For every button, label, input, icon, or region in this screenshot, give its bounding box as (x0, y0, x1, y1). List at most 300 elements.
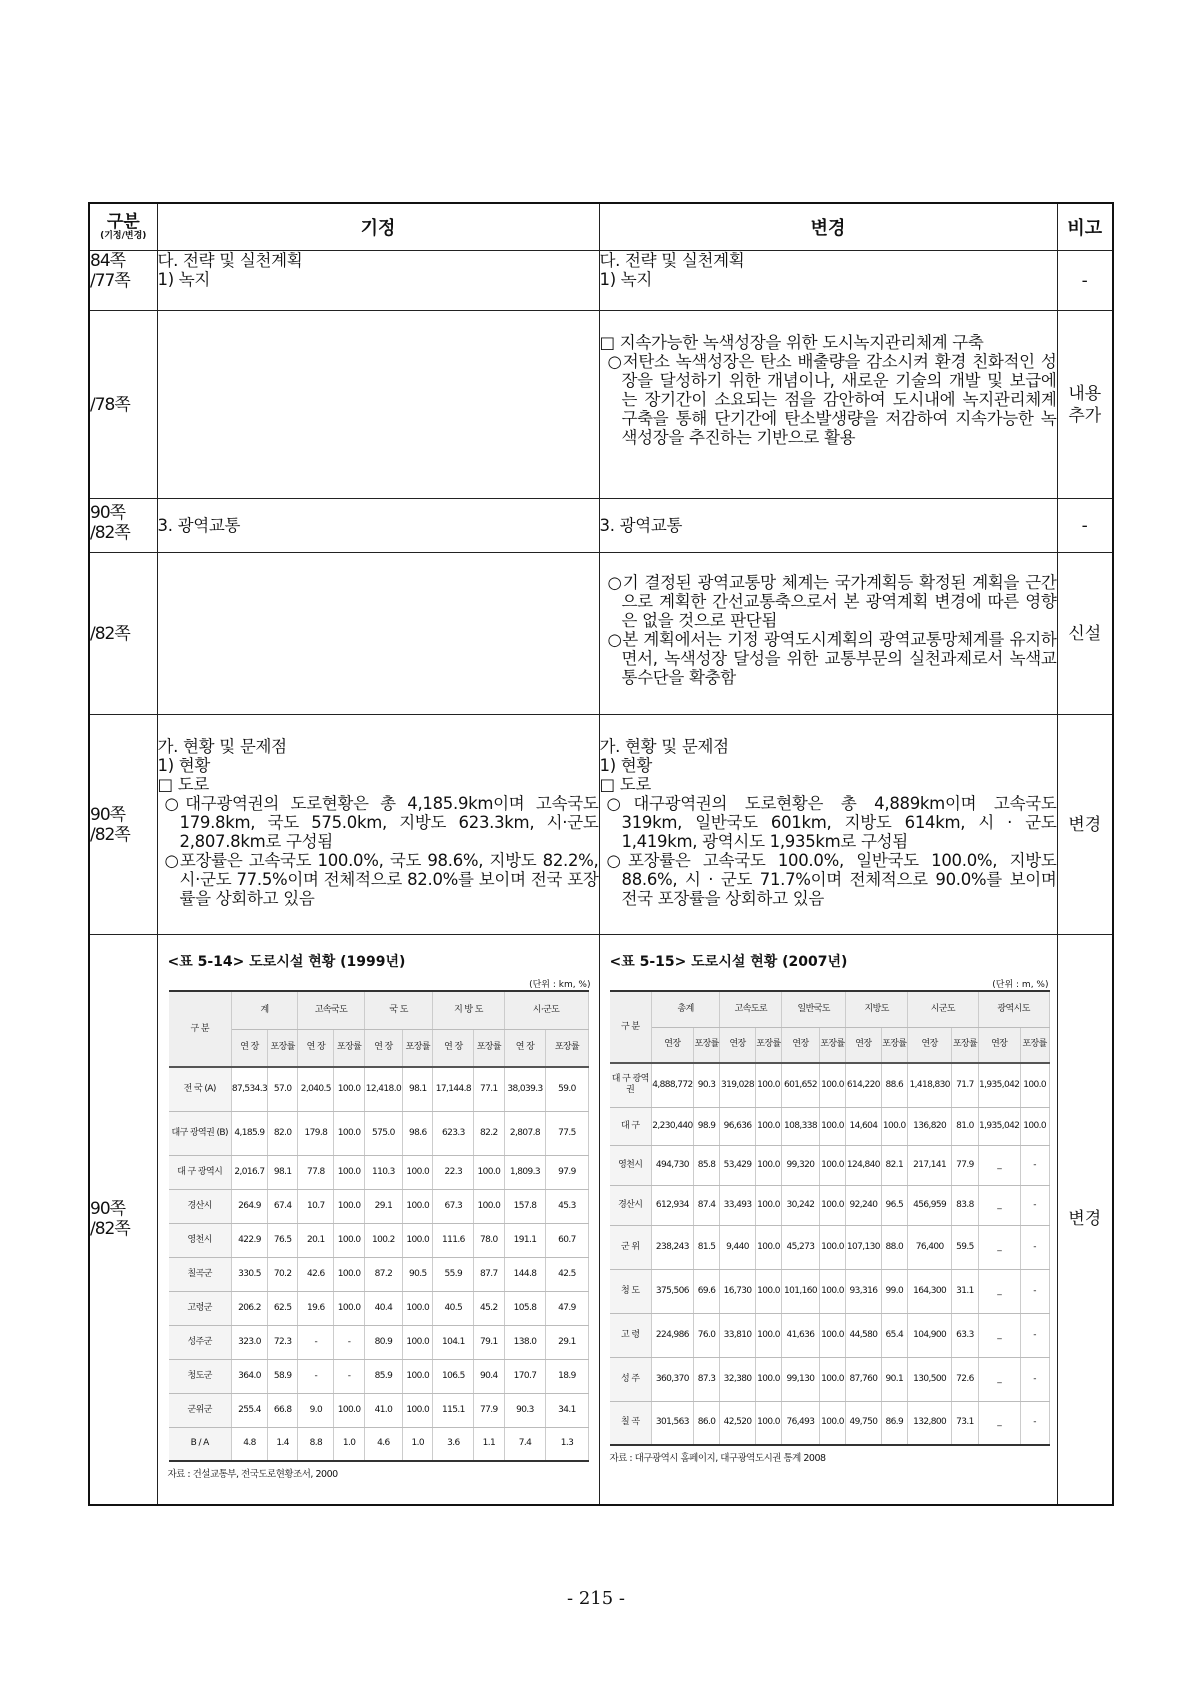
row-label: 성 주 (610, 1357, 652, 1401)
after-cell (599, 935, 1057, 1505)
table-cell: 100.0 (819, 1357, 846, 1401)
table-cell: 1,935,042 (978, 1107, 1020, 1145)
table-cell: 77.8 (298, 1155, 334, 1189)
table-cell: 99,130 (782, 1357, 820, 1401)
table14-source: 자료 : 건설교통부, 전국도로현황조서, 2000 (167, 1469, 338, 1480)
before-cell: 3. 광역교통 (157, 499, 599, 553)
table-cell: 4,185.9 (231, 1111, 267, 1155)
table-cell: 98.6 (403, 1111, 433, 1155)
table-cell: 98.9 (693, 1107, 720, 1145)
table-cell: 82.1 (881, 1145, 908, 1185)
table-cell: 42.6 (298, 1257, 334, 1291)
row-label: 칠 곡 (610, 1401, 652, 1445)
table-cell: 19.6 (298, 1291, 334, 1325)
table14-group: 시·군도 (504, 991, 588, 1029)
table-cell: 87.7 (474, 1257, 504, 1291)
table-cell: 42,520 (720, 1401, 755, 1445)
table-cell: 45.3 (546, 1189, 588, 1223)
table-cell: 98.1 (268, 1155, 298, 1189)
table-row (169, 1291, 589, 1325)
row-label: 청도군 (169, 1359, 232, 1393)
table-cell: 33,810 (720, 1313, 755, 1357)
table-cell: 100.0 (755, 1401, 782, 1445)
note-cell: 신설 (1057, 553, 1113, 715)
table-cell: - (1020, 1357, 1049, 1401)
table-cell: 1.0 (403, 1427, 433, 1461)
table-cell: 85.8 (693, 1145, 720, 1185)
table-cell: 4,888,772 (651, 1063, 693, 1107)
table-cell: 22.3 (433, 1155, 474, 1189)
header-after: 변경 (599, 203, 1057, 251)
table-cell: 63.3 (952, 1313, 979, 1357)
note-cell: 내용 추가 (1057, 311, 1113, 499)
table-cell: 77.1 (474, 1067, 504, 1111)
table-row (169, 1427, 589, 1461)
table-cell: 100.0 (334, 1257, 364, 1291)
table-cell: 614,220 (846, 1063, 881, 1107)
row-label: 대구 광역권 (B) (169, 1111, 232, 1155)
comparison-table (88, 202, 1114, 1506)
row-label: 경산시 (169, 1189, 232, 1223)
table15-source: 자료 : 대구광역시 홈페이지, 대구광역도시권 통계 2008 (609, 1453, 826, 1464)
table-row (610, 1107, 1050, 1145)
before-cell (157, 311, 599, 499)
table-row (169, 1257, 589, 1291)
table15-group: 시군도 (908, 991, 979, 1027)
table-cell: 623.3 (433, 1111, 474, 1155)
table-cell: - (298, 1359, 334, 1393)
page-ref: /78쪽 (89, 311, 157, 499)
table-row (169, 1111, 589, 1155)
table14-group: 국 도 (364, 991, 433, 1029)
table-cell: 87.3 (693, 1357, 720, 1401)
table-row (610, 1269, 1050, 1313)
table-cell: 1,418,830 (908, 1063, 952, 1107)
table-cell: - (1020, 1225, 1049, 1269)
table-cell: 16,730 (720, 1269, 755, 1313)
row-transport-new (89, 553, 1113, 715)
table-cell: 88.6 (881, 1063, 908, 1107)
table-cell: 100.0 (403, 1325, 433, 1359)
table-cell: - (1020, 1401, 1049, 1445)
table-cell: 99,320 (782, 1145, 820, 1185)
table-cell: 77.9 (474, 1393, 504, 1427)
table14-gubun: 구 분 (169, 991, 232, 1067)
table-cell: 76,493 (782, 1401, 820, 1445)
table-cell: 100.0 (819, 1401, 846, 1445)
table-cell: 77.9 (952, 1145, 979, 1185)
table-cell: 375,506 (651, 1269, 693, 1313)
table15-group: 지방도 (846, 991, 908, 1027)
table-cell: 81.0 (952, 1107, 979, 1145)
table-cell: - (1020, 1145, 1049, 1185)
table-cell: 130,500 (908, 1357, 952, 1401)
before-cell: 다. 전략 및 실천계획 1) 녹지 (157, 251, 599, 311)
header-row (89, 203, 1113, 251)
table-cell: 108,338 (782, 1107, 820, 1145)
table-cell: 206.2 (231, 1291, 267, 1325)
table-cell: 2,040.5 (298, 1067, 334, 1111)
table-cell: 4.6 (364, 1427, 402, 1461)
table14-group: 지 방 도 (433, 991, 504, 1029)
table-cell: 100.0 (819, 1063, 846, 1107)
table-row (610, 1401, 1050, 1445)
table-cell: 78.0 (474, 1223, 504, 1257)
table-cell: 224,986 (651, 1313, 693, 1357)
table-cell: 87,760 (846, 1357, 881, 1401)
header-note: 비고 (1057, 203, 1113, 251)
table-cell: 100.0 (334, 1393, 364, 1427)
table-cell: _ (978, 1225, 1020, 1269)
row-label: 칠곡군 (169, 1257, 232, 1291)
table-cell: _ (978, 1185, 1020, 1225)
table-cell: 45.2 (474, 1291, 504, 1325)
table14-group: 계 (231, 991, 297, 1029)
table-cell: _ (978, 1313, 1020, 1357)
table-cell: 1.1 (474, 1427, 504, 1461)
page-ref: 90쪽 /82쪽 (89, 935, 157, 1505)
table-cell: 62.5 (268, 1291, 298, 1325)
row-label: 군위군 (169, 1393, 232, 1427)
table-cell: 90.4 (474, 1359, 504, 1393)
table-cell: 57.0 (268, 1067, 298, 1111)
table-row (169, 1189, 589, 1223)
table-cell: 77.5 (546, 1111, 588, 1155)
table-cell: 1.4 (268, 1427, 298, 1461)
table-row (610, 1063, 1050, 1107)
before-cell (157, 553, 599, 715)
row-label: 대 구 광역권 (610, 1063, 652, 1107)
table-cell: 96.5 (881, 1185, 908, 1225)
table-cell: 76,400 (908, 1225, 952, 1269)
table14-group: 고속국도 (298, 991, 364, 1029)
table-cell: 90.1 (881, 1357, 908, 1401)
table-cell: 124,840 (846, 1145, 881, 1185)
table-cell: 111.6 (433, 1223, 474, 1257)
table-cell: 100.0 (755, 1145, 782, 1185)
after-cell: 다. 전략 및 실천계획 1) 녹지 (599, 251, 1057, 311)
table-cell: 100.0 (403, 1223, 433, 1257)
row-label: 군 위 (610, 1225, 652, 1269)
table-cell: _ (978, 1401, 1020, 1445)
table-cell: - (1020, 1269, 1049, 1313)
table-cell: 96,636 (720, 1107, 755, 1145)
header-gubun: 구분 (기정/변경) (89, 203, 157, 251)
table-row (610, 1313, 1050, 1357)
before-cell: 가. 현황 및 문제점 1) 현황 □ 도로 ○대구광역권의 도로현황은 총 4,185.9km이며 고속국도 179.8km, 국도 575.0km, 지방도 623.3km, 시·군도 2,807.8km로 구성됨 ○포장률은 고속국도 100.0%, 국도 98.6%, 지방도 82.2%, 시·군도 77.5%이며 전체적으로 82.0%를 보이며 전국 포장률을 상회하고 있음 (157, 715, 599, 935)
page-ref: 90쪽 /82쪽 (89, 499, 157, 553)
table-cell: 100.0 (334, 1189, 364, 1223)
table-cell: 66.8 (268, 1393, 298, 1427)
table15-group: 고속도로 (720, 991, 782, 1027)
table14: 구 분 계 고속국도 국 도 지 방 도 시·군도 연 장 포장률 연 장 포장률 연 장 포장률 연 장 포장률 연 장 포장률 전 국 (A) 87,534.3 57.0 2,040.5 100.0 12,418.0 98.1 17,144.8 77.1 38,039.3 59.0 대구 광역권 (B) 4,185.9 82.0 179.8 100.0 575.0 98.6 623.3 82.2 2,807.8 77.5 대 구 광역시 2,016.7 98.1 77.8 100.0 110.3 100.0 22.3 100.0 1,809.3 97.9 경산시 264.9 67.4 10.7 100.0 29.1 100.0 67.3 100.0 157.8 45.3 영천시 422.9 76.5 20.1 100.0 100.2 100.0 111.6 78.0 191.1 60.7 칠곡군 330.5 70.2 42.6 100.0 87.2 90.5 55.9 87.7 144.8 42.5 고령군 206.2 62.5 19.6 100.0 40.4 100.0 40.5 45.2 105.8 47.9 성주군 323.0 72.3 - - 80.9 100.0 104.1 79.1 138.0 29.1 청도군 364.0 58.9 - - 85.9 100.0 106.5 90.4 170.7 18.9 군위군 255.4 66.8 9.0 100.0 41.0 100.0 115.1 77.9 90.3 34.1 B / A 4.8 1.4 8.8 1.0 4.6 1.0 3.6 1.1 7.4 1.3 (169, 990, 589, 1462)
table-cell: 49,750 (846, 1401, 881, 1445)
table15: 구 분 총계 고속도로 일반국도 지방도 시군도 광역시도 연장 포장률 연장 포장률 연장 포장률 연장 포장률 연장 포장률 연장 포장률 대 구 광역권 4,888,772 90.3 319,028 100.0 601,652 100.0 614,220 88.6 1,418,830 71.7 1,935,042 100.0 대 구 2,230,440 98.9 96,636 100.0 108,338 100.0 14,604 100.0 136,820 81.0 1,935,042 100.0 영천시 494,730 85.8 53,429 100.0 99,320 100.0 124,840 82.1 217,141 77.9 _ - 경산시 612,934 87.4 33,493 100.0 30,242 100.0 92,240 96.5 456,959 83.8 _ - 군 위 238,243 81.5 9,440 100.0 45,273 100.0 107,130 88.0 76,400 59.5 _ - 청 도 375,506 69.6 16,730 100.0 101,160 100.0 93,316 99.0 164,300 31.1 _ - 고 령 224,986 76.0 33,810 100.0 41,636 100.0 44,580 65.4 104,900 63.3 _ - 성 주 360,370 87.3 32,380 100.0 99,130 100.0 87,760 90.1 130,500 72.6 _ - 칠 곡 301,563 86.0 42,520 100.0 76,493 100.0 49,750 86.9 132,800 73.1 _ - (610, 990, 1050, 1446)
table-cell: 100.0 (755, 1225, 782, 1269)
table-cell: 8.8 (298, 1427, 334, 1461)
row-road-status (89, 715, 1113, 935)
table-cell: _ (978, 1269, 1020, 1313)
page-ref: 90쪽 /82쪽 (89, 715, 157, 935)
table15-group: 총계 (651, 991, 719, 1027)
row-greenery (89, 251, 1113, 311)
row-transport-title (89, 499, 1113, 553)
table-cell: 98.1 (403, 1067, 433, 1111)
note-cell: - (1057, 499, 1113, 553)
table-cell: 1.0 (334, 1427, 364, 1461)
table-cell: 14,604 (846, 1107, 881, 1145)
table-cell: 301,563 (651, 1401, 693, 1445)
table-cell: 100.0 (819, 1225, 846, 1269)
table-cell: 100.0 (474, 1189, 504, 1223)
table15-gubun: 구 분 (610, 991, 652, 1063)
after-cell: 3. 광역교통 (599, 499, 1057, 553)
table-cell: 87,534.3 (231, 1067, 267, 1111)
row-label: 대 구 광역시 (169, 1155, 232, 1189)
row-label: 전 국 (A) (169, 1067, 232, 1111)
table-cell: 53,429 (720, 1145, 755, 1185)
table-row (169, 1223, 589, 1257)
table-row (169, 1155, 589, 1189)
table-cell: 82.0 (268, 1111, 298, 1155)
table-cell: 238,243 (651, 1225, 693, 1269)
table15-caption: <표 5-15> 도로시설 현황 (2007년) (609, 954, 848, 970)
page-number: - 215 - (567, 1588, 625, 1609)
table-cell: 4.8 (231, 1427, 267, 1461)
table-cell: 30,242 (782, 1185, 820, 1225)
row-label: 영천시 (169, 1223, 232, 1257)
table-row (169, 1325, 589, 1359)
table-cell: 93,316 (846, 1269, 881, 1313)
table-cell: 73.1 (952, 1401, 979, 1445)
row-road-tables (89, 935, 1113, 1505)
table-cell: 100.0 (819, 1313, 846, 1357)
table-cell: - (1020, 1185, 1049, 1225)
table-cell: 422.9 (231, 1223, 267, 1257)
table-cell: 100.0 (881, 1107, 908, 1145)
table-cell: 45,273 (782, 1225, 820, 1269)
table-cell: 601,652 (782, 1063, 820, 1107)
row-label: 청 도 (610, 1269, 652, 1313)
table-cell: 138.0 (504, 1325, 546, 1359)
table-cell: 67.3 (433, 1189, 474, 1223)
table-cell: 319,028 (720, 1063, 755, 1107)
table-cell: 115.1 (433, 1393, 474, 1427)
page-ref: /82쪽 (89, 553, 157, 715)
table-cell: 157.8 (504, 1189, 546, 1223)
table-cell: 10.7 (298, 1189, 334, 1223)
table15-group: 일반국도 (782, 991, 846, 1027)
table-cell: 144.8 (504, 1257, 546, 1291)
table-cell: 40.4 (364, 1291, 402, 1325)
table-row (610, 1225, 1050, 1269)
table-cell: 323.0 (231, 1325, 267, 1359)
table-cell: 99.0 (881, 1269, 908, 1313)
table-cell: 100.0 (755, 1313, 782, 1357)
table-cell: 364.0 (231, 1359, 267, 1393)
table-cell: 81.5 (693, 1225, 720, 1269)
table-cell: 100.0 (819, 1145, 846, 1185)
table15-group: 광역시도 (978, 991, 1049, 1027)
table-cell: 217,141 (908, 1145, 952, 1185)
table-cell: 90.5 (403, 1257, 433, 1291)
table-cell: 100.0 (403, 1155, 433, 1189)
table-cell: 76.5 (268, 1223, 298, 1257)
table-cell: - (334, 1325, 364, 1359)
table-cell: 72.3 (268, 1325, 298, 1359)
table-cell: 85.9 (364, 1359, 402, 1393)
table-cell: 41.0 (364, 1393, 402, 1427)
table-cell: 76.0 (693, 1313, 720, 1357)
page-ref: 84쪽 /77쪽 (89, 251, 157, 311)
table-cell: 31.1 (952, 1269, 979, 1313)
table-cell: 1.3 (546, 1427, 588, 1461)
table-cell: 32,380 (720, 1357, 755, 1401)
table-cell: 107,130 (846, 1225, 881, 1269)
header-before: 기정 (157, 203, 599, 251)
before-cell (157, 935, 599, 1505)
table14-caption: <표 5-14> 도로시설 현황 (1999년) (167, 954, 406, 970)
table-cell: 105.8 (504, 1291, 546, 1325)
table-cell: 100.0 (819, 1269, 846, 1313)
table-cell: 100.2 (364, 1223, 402, 1257)
table-cell: 575.0 (364, 1111, 402, 1155)
table-cell: 47.9 (546, 1291, 588, 1325)
table-cell: - (334, 1359, 364, 1393)
table-cell: 38,039.3 (504, 1067, 546, 1111)
table-cell: 106.5 (433, 1359, 474, 1393)
table-cell: 87.4 (693, 1185, 720, 1225)
table-cell: 104.1 (433, 1325, 474, 1359)
table-cell: 9,440 (720, 1225, 755, 1269)
after-cell: 가. 현황 및 문제점 1) 현황 □ 도로 ○대구광역권의 도로현황은 총 4,889km이며 고속국도 319km, 일반국도 601km, 지방도 614km, 시 · 군도 1,419km, 광역시도 1,935km로 구성됨 ○포장률은 고속국도 100.0%, 일반국도 100.0%, 지방도 88.6%, 시 · 군도 71.7%이며 전체적으로 90.0%를 보이며 전국 포장률을 상회하고 있음 (599, 715, 1057, 935)
row-label: 대 구 (610, 1107, 652, 1145)
table-cell: 59.0 (546, 1067, 588, 1111)
note-cell: 변경 (1057, 935, 1113, 1505)
after-cell: ○기 결정된 광역교통망 체계는 국가계획등 확정된 계획을 근간으로 계획한 간선교통축으로서 본 광역계획 변경에 따른 영향은 없을 것으로 판단됨 ○본 계획에서는 기정 광역도시계획의 광역교통망체계를 유지하면서, 녹색성장 달성을 위한 교통부문의 실천과제로서 녹색교통수단을 확충함 (599, 553, 1057, 715)
table14-unit: (단위 : km, %) (529, 980, 591, 990)
table-cell: 136,820 (908, 1107, 952, 1145)
table-cell: 42.5 (546, 1257, 588, 1291)
table-cell: 17,144.8 (433, 1067, 474, 1111)
row-label: B / A (169, 1427, 232, 1461)
table-cell: 69.6 (693, 1269, 720, 1313)
table-row (169, 1359, 589, 1393)
table-cell: 34.1 (546, 1393, 588, 1427)
table-row (169, 1067, 589, 1111)
row-label: 영천시 (610, 1145, 652, 1185)
table-cell: 179.8 (298, 1111, 334, 1155)
table-cell: 72.6 (952, 1357, 979, 1401)
table-cell: 20.1 (298, 1223, 334, 1257)
table-cell: 360,370 (651, 1357, 693, 1401)
table-cell: 97.9 (546, 1155, 588, 1189)
table-cell: 7.4 (504, 1427, 546, 1461)
table-cell: 58.9 (268, 1359, 298, 1393)
table-cell: 110.3 (364, 1155, 402, 1189)
table-cell: 41,636 (782, 1313, 820, 1357)
table-row (610, 1357, 1050, 1401)
table-cell: 100.0 (403, 1359, 433, 1393)
table-row (610, 1185, 1050, 1225)
table-cell: _ (978, 1145, 1020, 1185)
table-cell: 80.9 (364, 1325, 402, 1359)
table-cell: 90.3 (504, 1393, 546, 1427)
table-cell: 90.3 (693, 1063, 720, 1107)
table-cell: 100.0 (1020, 1107, 1049, 1145)
table-cell: 44,580 (846, 1313, 881, 1357)
after-cell: □ 지속가능한 녹색성장을 위한 도시녹지관리체계 구축 ○저탄소 녹색성장은 탄소 배출량을 감소시켜 환경 친화적인 성장을 달성하기 위한 개념이나, 새로운 기술의 개발 및 보급에는 장기간이 소요되는 점을 감안하여 도시내에 녹지관리체계 구축을 통해 단기간에 탄소발생량을 저감하여 지속가능한 녹색성장을 추진하는 기반으로 활용 (599, 311, 1057, 499)
table-cell: 100.0 (819, 1107, 846, 1145)
table-row (610, 1145, 1050, 1185)
table-cell: 33,493 (720, 1185, 755, 1225)
table-cell: 264.9 (231, 1189, 267, 1223)
table-cell: 100.0 (819, 1185, 846, 1225)
table-cell: 164,300 (908, 1269, 952, 1313)
table-cell: 104,900 (908, 1313, 952, 1357)
table-cell: - (298, 1325, 334, 1359)
table-cell: 132,800 (908, 1401, 952, 1445)
table-cell: 3.6 (433, 1427, 474, 1461)
table-cell: 86.9 (881, 1401, 908, 1445)
table-cell: 92,240 (846, 1185, 881, 1225)
table-cell: 330.5 (231, 1257, 267, 1291)
table-cell: 100.0 (1020, 1063, 1049, 1107)
row-label: 고 령 (610, 1313, 652, 1357)
table-cell: 9.0 (298, 1393, 334, 1427)
table-cell: - (1020, 1313, 1049, 1357)
table-cell: 100.0 (334, 1067, 364, 1111)
table-cell: 456,959 (908, 1185, 952, 1225)
table-cell: 2,230,440 (651, 1107, 693, 1145)
table-cell: 101,160 (782, 1269, 820, 1313)
table-cell: 2,016.7 (231, 1155, 267, 1189)
table-cell: 55.9 (433, 1257, 474, 1291)
table-cell: 29.1 (364, 1189, 402, 1223)
row-green-management (89, 311, 1113, 499)
table-cell: 1,935,042 (978, 1063, 1020, 1107)
table-cell: 29.1 (546, 1325, 588, 1359)
table-cell: 67.4 (268, 1189, 298, 1223)
table-cell: 100.0 (403, 1189, 433, 1223)
table-cell: 494,730 (651, 1145, 693, 1185)
note-cell: 변경 (1057, 715, 1113, 935)
table-cell: 86.0 (693, 1401, 720, 1445)
table-cell: 100.0 (403, 1393, 433, 1427)
table-cell: 100.0 (755, 1185, 782, 1225)
table-cell: 100.0 (755, 1107, 782, 1145)
row-label: 성주군 (169, 1325, 232, 1359)
table-cell: 1,809.3 (504, 1155, 546, 1189)
table-cell: 65.4 (881, 1313, 908, 1357)
table-cell: 100.0 (334, 1111, 364, 1155)
table-cell: 2,807.8 (504, 1111, 546, 1155)
table-cell: 191.1 (504, 1223, 546, 1257)
row-label: 경산시 (610, 1185, 652, 1225)
table-cell: 100.0 (474, 1155, 504, 1189)
table-cell: 82.2 (474, 1111, 504, 1155)
table-cell: 100.0 (403, 1291, 433, 1325)
table-cell: 12,418.0 (364, 1067, 402, 1111)
table-cell: 88.0 (881, 1225, 908, 1269)
table-cell: 87.2 (364, 1257, 402, 1291)
table-cell: 79.1 (474, 1325, 504, 1359)
table-cell: 60.7 (546, 1223, 588, 1257)
table-cell: 59.5 (952, 1225, 979, 1269)
table-cell: 100.0 (334, 1291, 364, 1325)
table-row (169, 1393, 589, 1427)
table-cell: 70.2 (268, 1257, 298, 1291)
